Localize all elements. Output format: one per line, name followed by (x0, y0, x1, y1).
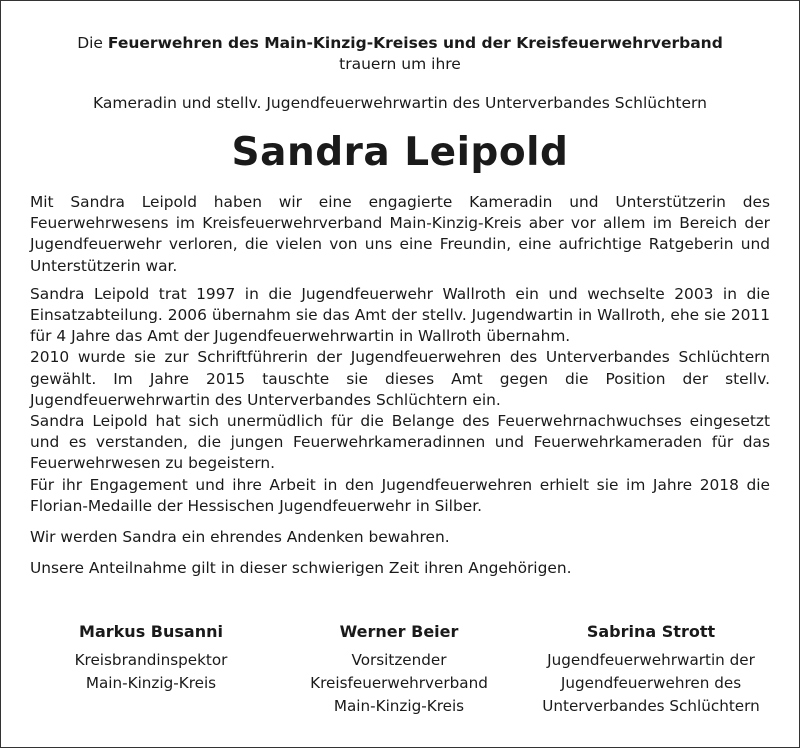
paragraph: Mit Sandra Leipold haben wir eine engagierte Kameradin und Unterstützerin des Feuerwehrwesens im Kreisfeuerwehrverband Main-Kinzig-Kreis aber vor allem im Bereich der Jugendfeuerwehr verloren, die vielen von uns eine Freundin, eine aufrichtige Ratgeberin und Unterstützerin war. (30, 193, 770, 275)
signature-block (531, 620, 771, 718)
signatory-name: Werner Beier (339, 622, 459, 641)
signatory-title-line: Jugendfeuerwehrwartin der (547, 651, 755, 669)
paragraph: Sandra Leipold hat sich unermüdlich für die Belange des Feuerwehrnachwuchses eingesetzt und es verstanden, die jungen Feuerwehrkameradinnen und Feuerwehrkameraden für das Feuerwehrwesen zu begeistern. (30, 412, 770, 473)
header-organizations: Feuerwehren des Main-Kinzig-Kreises und der Kreisfeuerwehrverband (107, 34, 723, 52)
deceased-name: Sandra Leipold (231, 130, 569, 175)
signatory-name: Markus Busanni (79, 622, 223, 641)
header (1, 33, 799, 75)
obituary-text (30, 192, 770, 579)
signatory-title-line: Unterverbandes Schlüchtern (542, 697, 760, 715)
signature-block (31, 620, 271, 695)
paragraph: 2010 wurde sie zur Schriftführerin der Jugendfeuerwehren des Unterverbandes Schlüchtern gewählt. Im Jahre 2015 tauschte sie dieses Amt gegen die Position der stellv. Jugendfeuerwehrwartin des Unterverbandes Schlüchtern ein. (30, 348, 770, 409)
signatory-title-line: Jugendfeuerwehren des (560, 674, 742, 692)
signature-block (279, 620, 519, 718)
signatory-name: Sabrina Strott (586, 622, 716, 641)
header-prefix: Die (77, 34, 108, 52)
signatory-title-line: Kreisbrandinspektor (74, 651, 228, 669)
paragraph: Sandra Leipold trat 1997 in die Jugendfeuerwehr Wallroth ein und wechselte 2003 in die Einsatzabteilung. 2006 übernahm sie das Amt der stellv. Jugendwartin in Wallroth, ehe sie 2011 für 4 Jahre das Amt der Jugendfeuerwehrwartin in Wallroth übernahm. (30, 284, 770, 346)
signatory-title-line: Main-Kinzig-Kreis (333, 697, 465, 715)
header-line-1 (1, 33, 799, 54)
deceased-role: Kameradin und stellv. Jugendfeuerwehrwartin des Unterverbandes Schlüchtern (93, 94, 707, 112)
signatory-title-line: Vorsitzender (351, 651, 447, 669)
header-line-2: trauern um ihre (339, 55, 461, 73)
paragraph: Für ihr Engagement und ihre Arbeit in den Jugendfeuerwehren erhielt sie im Jahre 2018 die Florian-Medaille der Hessischen Jugendfeuerwehr in Silber. (30, 475, 770, 515)
paragraph: Wir werden Sandra ein ehrendes Andenken bewahren. (30, 528, 450, 547)
paragraph: Unsere Anteilnahme gilt in dieser schwierigen Zeit ihren Angehörigen. (30, 559, 572, 578)
signatory-title-line: Kreisfeuerwehrverband (310, 674, 488, 692)
signatory-title-line: Main-Kinzig-Kreis (85, 674, 217, 692)
